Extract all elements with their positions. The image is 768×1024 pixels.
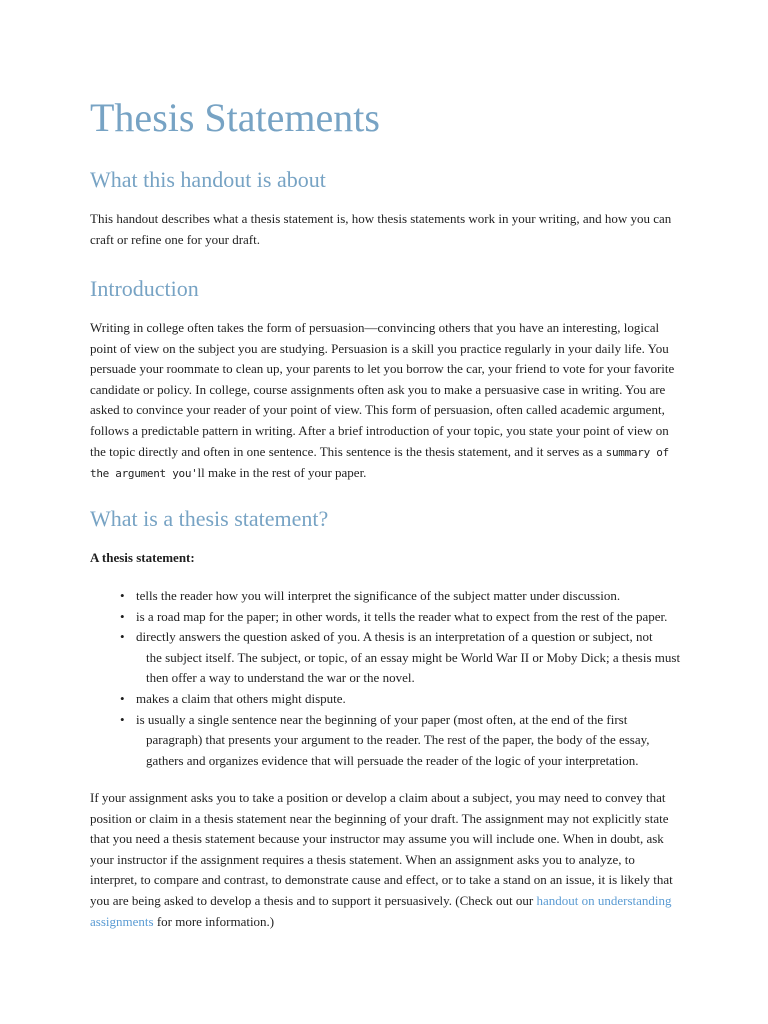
list-item-text: is usually a single sentence near the beginning of your paper (most often, at the end of the first [136, 711, 628, 727]
list-item-text: makes a claim that others might dispute. [136, 690, 346, 706]
closing-end-text: for more information.) [153, 913, 275, 929]
section-introduction-body [90, 318, 682, 485]
list-item [120, 710, 690, 772]
intro-text: Writing in college often takes the form of persuasion—convincing others that you have an interesting, logical point of view on the subject you are studying. Persuasion is a skill you practice regularly in your daily life. You persuade your roommate to clean up, your parents to let you borrow the car, your friend to vote for your favorite candidate or policy. In college, course assignments often ask you to make a persuasive case in writing. You are asked to convince your reader of your point of view. This form of persuasion, often called academic argument, follows a predictable pattern in writing. After a brief introduction of your topic, you state your point of view on the topic directly and often in one sentence. This sentence is the thesis statement, and it serves as a [90, 320, 675, 459]
section-heading-introduction: Introduction [90, 276, 199, 301]
section-about-body: This handout describes what a thesis statement is, how thesis statements work in your writing, and how you can craft or refine one for your draft. [90, 211, 672, 247]
section-heading-about: What this handout is about [90, 167, 326, 192]
list-item-text: is a road map for the paper; in other words, it tells the reader what to expect from the rest of the paper. [136, 608, 668, 624]
page-title: Thesis Statements [90, 95, 380, 140]
list-item [120, 689, 690, 710]
list-item [120, 607, 690, 628]
bullet-icon: • [120, 629, 125, 645]
list-item-text: tells the reader how you will interpret the significance of the subject matter under discussion. [136, 588, 621, 603]
bullet-icon: • [120, 690, 125, 706]
list-item [120, 627, 690, 689]
thesis-lead: A thesis statement: [90, 550, 195, 565]
list-item [120, 586, 690, 607]
bullet-icon: • [120, 608, 125, 624]
bullet-icon: • [120, 711, 125, 727]
closing-paragraph [90, 788, 682, 932]
thesis-bullet-list [120, 586, 690, 771]
bullet-icon: • [120, 588, 125, 603]
list-item-text-continued: paragraph) that presents your argument to the reader. The rest of the paper, the body of the essay, gathers and organizes evidence that will persuade the reader of the logic of your interpretation. [146, 732, 650, 768]
closing-text: If your assignment asks you to take a position or develop a claim about a subject, you may need to convey that position or claim in a thesis statement near the beginning of your draft. The assignment may not explicitly state that you need a thesis statement because your instructor may assume you will include one. When in doubt, ask your instructor if the assignment requires a thesis statement. When an assignment asks you to analyze, to interpret, to compare and contrast, to demonstrate cause and effect, or to take a stand on an issue, it is likely that you are being asked to develop a thesis and to support it persuasively. (Check out our [90, 790, 673, 908]
section-heading-what-is-thesis: What is a thesis statement? [90, 506, 329, 531]
list-item-text-continued: the subject itself. The subject, or topic, of an essay might be World War II or Moby Dick; a thesis must then offer a way to understand the war or the novel. [146, 649, 681, 686]
intro-mono-text: summary of the argument you' [90, 445, 669, 481]
handout-link[interactable]: handout on understanding assignments [90, 892, 672, 929]
list-item-text: directly answers the question asked of you. A thesis is an interpretation of a question or subject, not [136, 629, 653, 645]
intro-end-text: ll make in the rest of your paper. [197, 465, 367, 481]
